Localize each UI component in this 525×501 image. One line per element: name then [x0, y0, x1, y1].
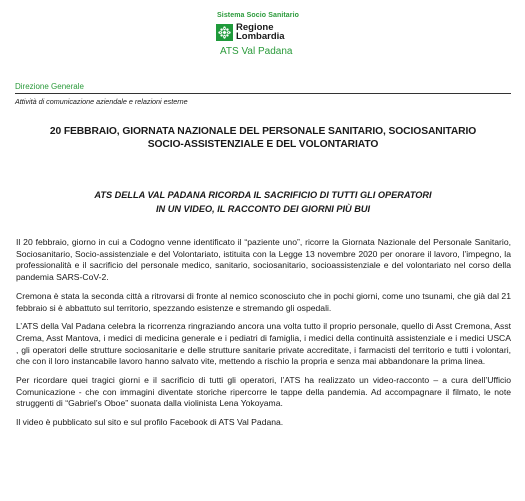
direzione-subtitle: Attività di comunicazione aziendale e relazioni esterne — [15, 97, 188, 106]
document-title-line1: 20 FEBBRAIO, GIORNATA NAZIONALE DEL PERSONALE SANITARIO, SOCIOSANITARIO — [49, 126, 477, 137]
body-text — [16, 237, 511, 436]
document-subtitle-line1: ATS DELLA VAL PADANA RICORDA IL SACRIFICIO DI TUTTI GLI OPERATORI — [94, 190, 432, 200]
region-line2: Lombardia — [236, 31, 285, 42]
paragraph: Il 20 febbraio, giorno in cui a Codogno venne identificato il “paziente uno”, ricorre la Giornata Nazionale del Personale Sanitario, Sociosanitario, Socio-assistenziale e del Volontariato, istituita con la Legge 13 novembre 2020 per onorare il lavoro, l’impegno, la professionalità e il sacrificio del personale medico, sanitario, sociosanitario, socioassistenziale e del volontariato nel corso della pandemia SARS-CoV-2. — [16, 237, 511, 283]
region-name — [236, 23, 285, 41]
document-subtitle — [15, 188, 511, 216]
lombardia-rose-icon — [216, 24, 233, 41]
regione-logo — [216, 23, 326, 41]
direzione-block — [15, 82, 511, 106]
direzione-title: Direzione Generale — [15, 82, 511, 94]
document-title-line2: SOCIO-ASSISTENZIALE E DEL VOLONTARIATO — [147, 139, 379, 150]
document-title — [15, 125, 511, 151]
document-subtitle-line2: IN UN VIDEO, IL RACCONTO DEI GIORNI PIÙ BUI — [155, 204, 371, 214]
paragraph: Per ricordare quei tragici giorni e il sacrificio di tutti gli operatori, l’ATS ha realizzato un video-racconto – a cura dell’Ufficio Comunicazione - che con immagini diventate storiche ripercorre le tappe della pandemia. Ad accompagnare il filmato, le note struggenti di “Gabriel’s Oboe” suonata dalla violinista Lena Yokoyama. — [16, 375, 511, 409]
paragraph: Il video è pubblicato sul sito e sul profilo Facebook di ATS Val Padana. — [16, 417, 284, 428]
ats-label: ATS Val Padana — [220, 46, 293, 57]
system-label: Sistema Socio Sanitario — [217, 12, 300, 19]
paragraph: L’ATS della Val Padana celebra la ricorrenza ringraziando ancora una volta tutto il proprio personale, quello di Asst Cremona, Asst Crema, Asst Mantova, i medici di medicina generale e i pediatri di famiglia, i medici della continuità assistenziale e i medici USCA , gli operatori delle strutture sociosanitarie e delle strutture sanitarie private accreditate, i farmacisti del territorio e tutti i volontari, che con il loro instancabile lavoro hanno salvato vite, mettendo a rischio la propria e senza mai abbandonare la prima linea. — [16, 321, 511, 367]
region-line1: Regione — [236, 22, 274, 33]
paragraph: Cremona è stata la seconda città a ritrovarsi di fronte al nemico sconosciuto che in pochi giorni, come uno tsunami, che già dal 21 febbraio si è abbattuto sul territorio, spezzando esistenze e stremando gli ospedali. — [16, 290, 511, 313]
header-logo-block — [216, 12, 326, 57]
